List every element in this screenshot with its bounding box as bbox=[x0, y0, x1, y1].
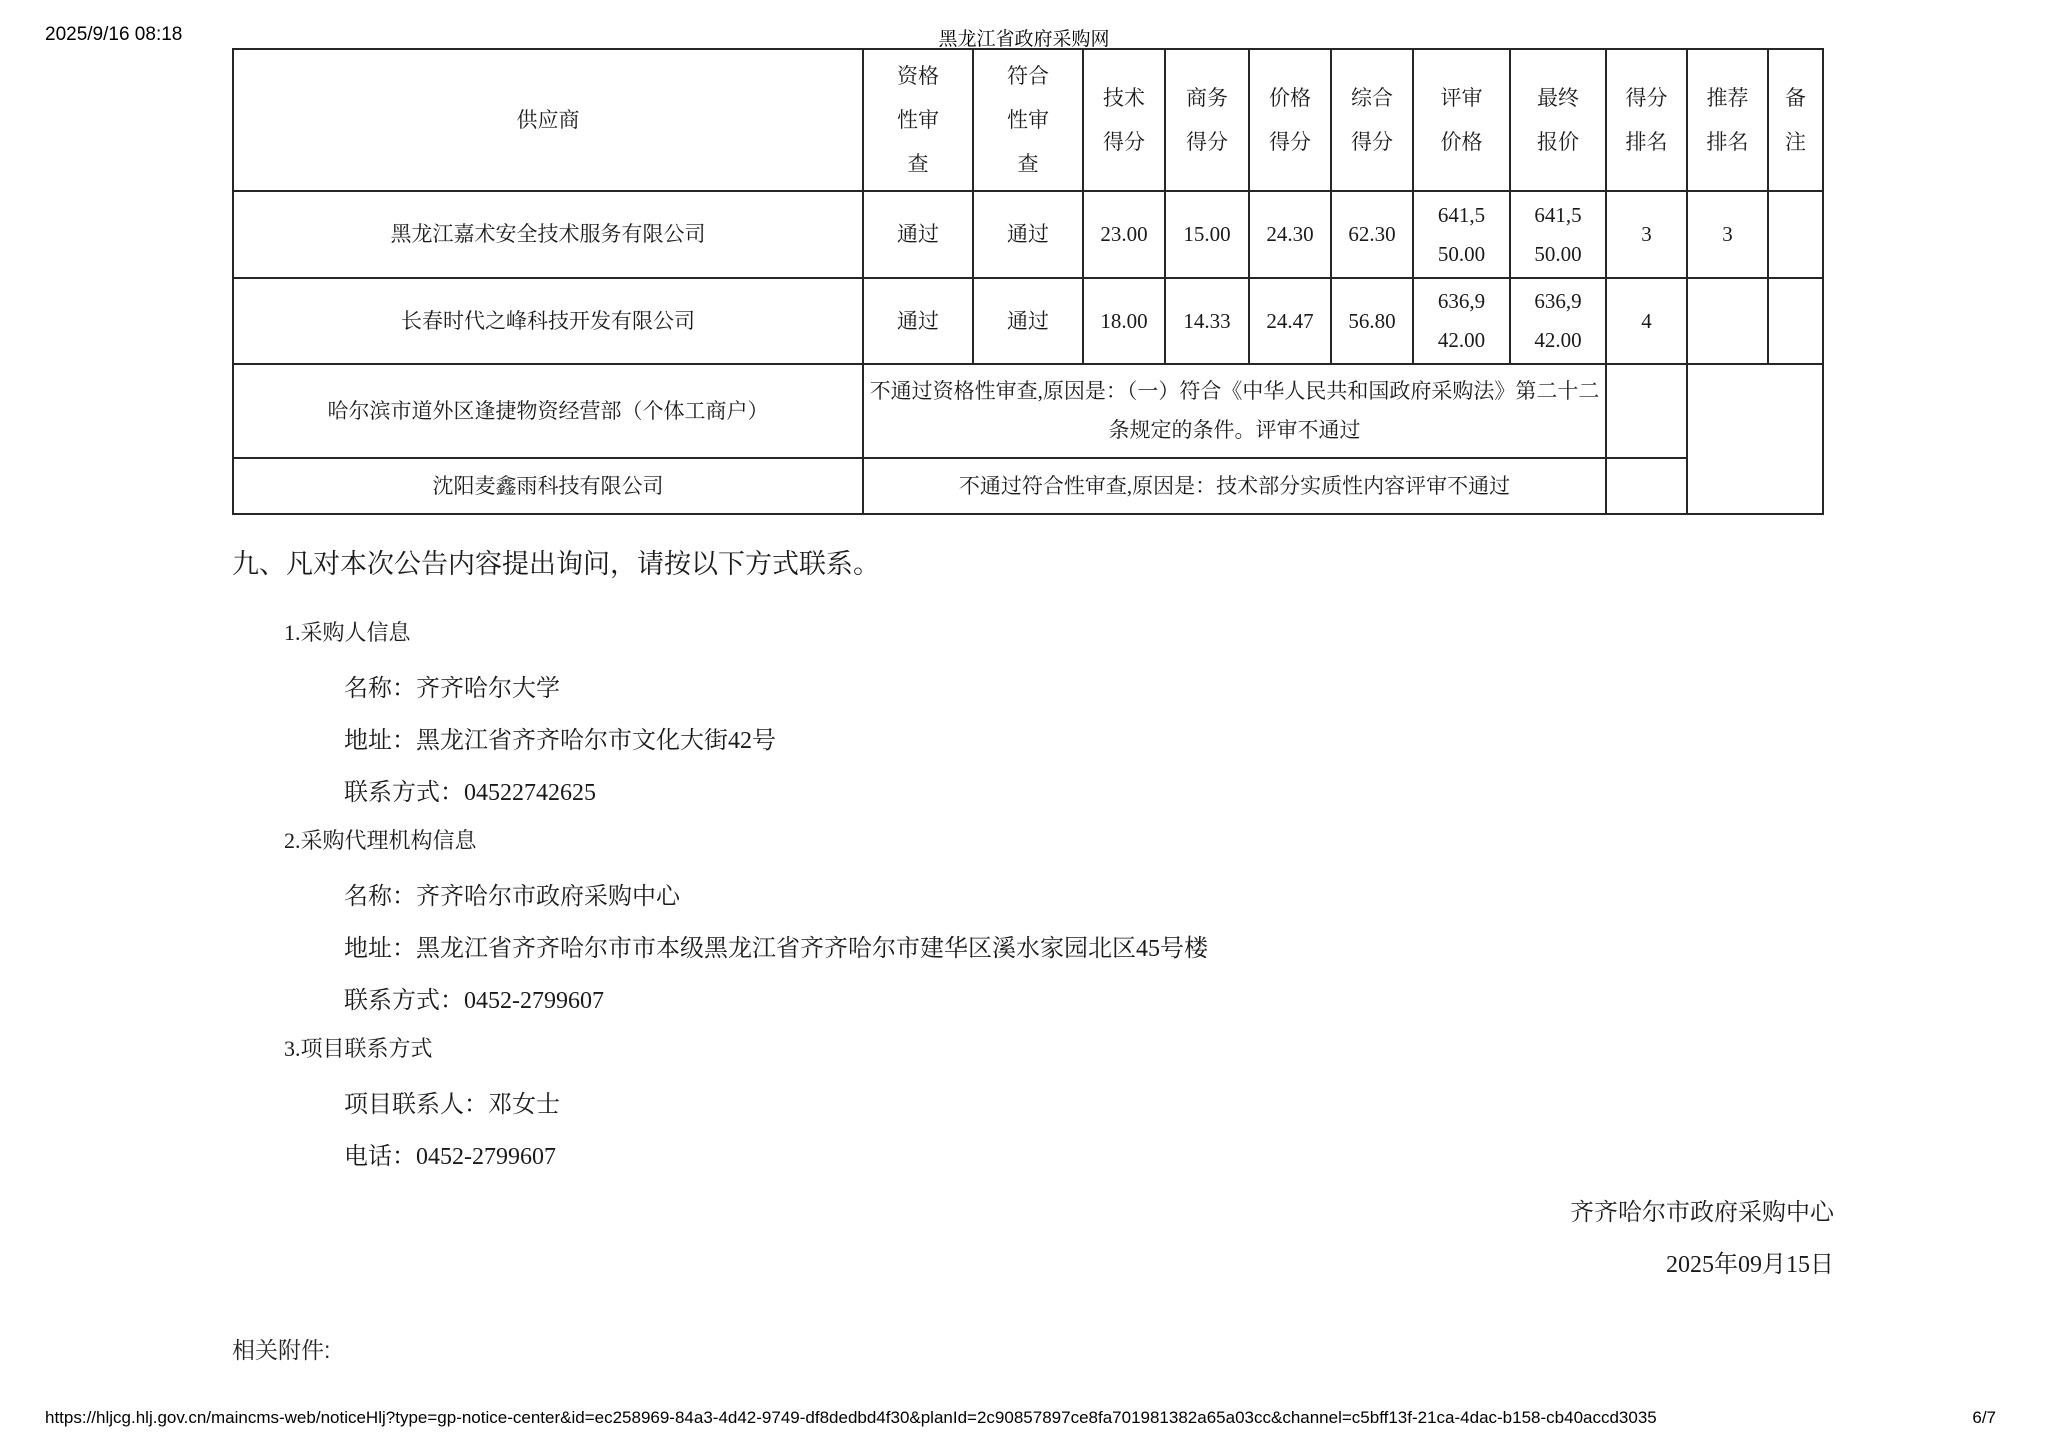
header-remark bbox=[1768, 49, 1823, 191]
price-score-cell: 24.30 bbox=[1249, 191, 1331, 278]
total-score-cell: 56.80 bbox=[1331, 278, 1413, 364]
header-qualification-review bbox=[863, 49, 973, 191]
header-review-price bbox=[1413, 49, 1510, 191]
agency-contact: 联系方式：0452-2799607 bbox=[344, 988, 604, 1014]
header-score-rank-label: 得分排名 bbox=[1625, 85, 1668, 154]
print-footer bbox=[45, 1408, 1996, 1428]
project-contact-person: 项目联系人：邓女士 bbox=[344, 1092, 560, 1118]
business-score-cell: 14.33 bbox=[1165, 278, 1249, 364]
header-conformity-label: 符合性审查 bbox=[1006, 63, 1049, 177]
agency-name: 名称：齐齐哈尔市政府采购中心 bbox=[344, 884, 680, 910]
remark-cell bbox=[1768, 278, 1823, 364]
table-row bbox=[233, 364, 1823, 458]
site-title: 黑龙江省政府采购网 bbox=[938, 29, 1110, 50]
final-offer-value: 641,550.00 bbox=[1534, 202, 1582, 266]
purchaser-name: 名称：齐齐哈尔大学 bbox=[344, 676, 560, 702]
print-timestamp: 2025/9/16 08:18 bbox=[45, 24, 183, 45]
rejection-reason-cell: 不通过资格性审查,原因是：（一）符合《中华人民共和国政府采购法》第二十二条规定的条件。评审不通过 bbox=[863, 364, 1606, 458]
signature-date: 2025年09月15日 bbox=[1666, 1252, 1834, 1278]
review-price-cell bbox=[1413, 191, 1510, 278]
project-phone: 电话：0452-2799607 bbox=[344, 1144, 556, 1170]
header-price-score bbox=[1249, 49, 1331, 191]
section-heading: 九、凡对本次公告内容提出询问，请按以下方式联系。 bbox=[232, 549, 880, 579]
purchaser-address: 地址：黑龙江省齐齐哈尔市文化大街42号 bbox=[344, 728, 776, 754]
tech-score-cell: 23.00 bbox=[1083, 191, 1165, 278]
header-price-label: 价格得分 bbox=[1268, 85, 1311, 154]
signature-block bbox=[232, 1192, 1842, 1296]
qualification-cell: 通过 bbox=[863, 278, 973, 364]
attachments-label: 相关附件: bbox=[232, 1337, 331, 1363]
header-recommend-rank-label: 推荐排名 bbox=[1706, 85, 1749, 154]
header-business-score bbox=[1165, 49, 1249, 191]
header-business-label: 商务得分 bbox=[1185, 85, 1228, 154]
remark-cell bbox=[1768, 191, 1823, 278]
header-score-rank bbox=[1606, 49, 1687, 191]
header-remark-label: 备注 bbox=[1784, 85, 1806, 154]
price-score-cell: 24.47 bbox=[1249, 278, 1331, 364]
recommend-rank-cell: 3 bbox=[1687, 191, 1768, 278]
supplier-cell: 哈尔滨市道外区逢捷物资经营部（个体工商户） bbox=[233, 364, 863, 458]
evaluation-table bbox=[232, 48, 1824, 515]
supplier-cell: 长春时代之峰科技开发有限公司 bbox=[233, 278, 863, 364]
header-tech-score bbox=[1083, 49, 1165, 191]
purchaser-info-title: 1.采购人信息 bbox=[284, 620, 411, 645]
rejection-reason-cell: 不通过符合性审查,原因是：技术部分实质性内容评审不通过 bbox=[863, 458, 1606, 514]
agency-info-title: 2.采购代理机构信息 bbox=[284, 828, 477, 853]
page-number: 6/7 bbox=[1972, 1408, 1996, 1427]
header-supplier-label: 供应商 bbox=[516, 107, 580, 132]
header-review-price-label: 评审价格 bbox=[1440, 85, 1483, 154]
recommend-rank-cell bbox=[1687, 278, 1768, 364]
review-price-cell bbox=[1413, 278, 1510, 364]
header-total-score bbox=[1331, 49, 1413, 191]
table-row bbox=[233, 191, 1823, 278]
final-offer-cell bbox=[1510, 191, 1606, 278]
purchaser-contact: 联系方式：04522742625 bbox=[344, 780, 596, 806]
review-price-value: 641,550.00 bbox=[1437, 202, 1486, 266]
total-score-cell: 62.30 bbox=[1331, 191, 1413, 278]
header-supplier bbox=[233, 49, 863, 191]
tech-score-cell: 18.00 bbox=[1083, 278, 1165, 364]
merged-blank-cell bbox=[1687, 364, 1823, 514]
conformity-cell: 通过 bbox=[973, 278, 1083, 364]
qualification-cell: 通过 bbox=[863, 191, 973, 278]
agency-address: 地址：黑龙江省齐齐哈尔市市本级黑龙江省齐齐哈尔市建华区溪水家园北区45号楼 bbox=[344, 936, 1208, 962]
header-recommend-rank bbox=[1687, 49, 1768, 191]
conformity-cell: 通过 bbox=[973, 191, 1083, 278]
table-row bbox=[233, 278, 1823, 364]
review-price-value: 636,942.00 bbox=[1437, 289, 1486, 352]
signature-org: 齐齐哈尔市政府采购中心 bbox=[1570, 1200, 1834, 1226]
business-score-cell: 15.00 bbox=[1165, 191, 1249, 278]
supplier-cell: 沈阳麦鑫雨科技有限公司 bbox=[233, 458, 863, 514]
header-final-offer-label: 最终报价 bbox=[1536, 85, 1579, 154]
table-row bbox=[233, 458, 1823, 514]
header-qualification-label: 资格性审查 bbox=[896, 63, 939, 177]
score-rank-cell bbox=[1606, 364, 1687, 458]
project-contact-title: 3.项目联系方式 bbox=[284, 1036, 433, 1061]
source-url: https://hljcg.hlj.gov.cn/maincms-web/noticeHlj?type=gp-notice-center&id=ec258969-84a3-4d42-9749-df8dedbd4f30&planId=2c90857897ce8fa701981382a65a03cc&channel=c5bff13f-21ca-4dac-b158-cb40accd3035 bbox=[45, 1408, 1657, 1427]
final-offer-value: 636,942.00 bbox=[1534, 289, 1582, 352]
score-rank-cell bbox=[1606, 458, 1687, 514]
table-header-row bbox=[233, 49, 1823, 191]
supplier-cell: 黑龙江嘉术安全技术服务有限公司 bbox=[233, 191, 863, 278]
final-offer-cell bbox=[1510, 278, 1606, 364]
score-rank-cell: 4 bbox=[1606, 278, 1687, 364]
header-conformity-review bbox=[973, 49, 1083, 191]
header-total-label: 综合得分 bbox=[1350, 85, 1393, 154]
score-rank-cell: 3 bbox=[1606, 191, 1687, 278]
header-final-offer bbox=[1510, 49, 1606, 191]
notice-body bbox=[232, 542, 1842, 1296]
header-tech-label: 技术得分 bbox=[1102, 85, 1145, 154]
